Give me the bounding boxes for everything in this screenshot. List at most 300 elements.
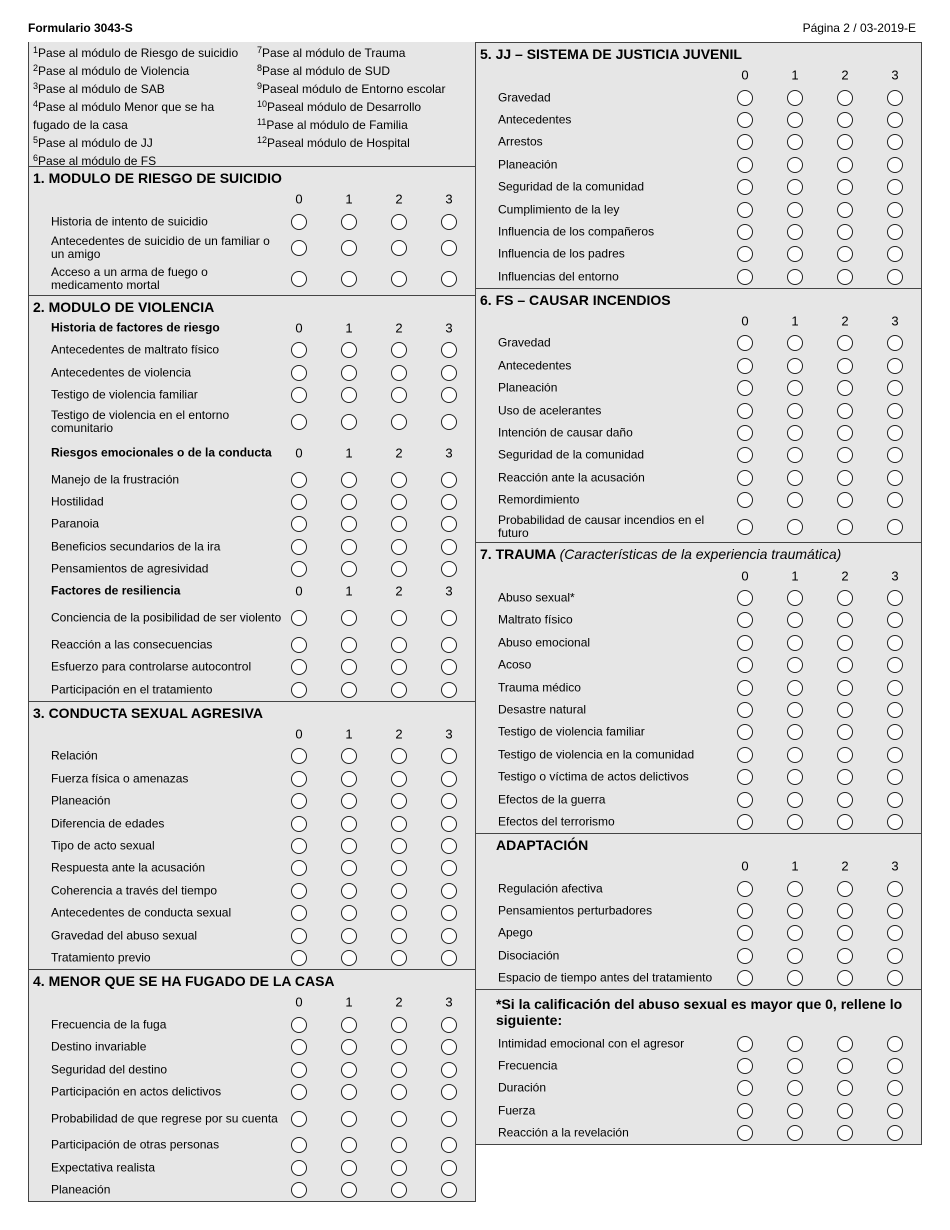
rating-radio-2-regulacion-afectiva[interactable] [837,881,853,897]
rating-radio-1-participacion-de-otras-personas[interactable] [341,1137,357,1153]
rating-radio-2-gravedad-del-abuso-sexual[interactable] [391,928,407,944]
rating-radio-2-manejo-de-la-frustracion[interactable] [391,472,407,488]
rating-radio-0-antecedentes[interactable] [737,112,753,128]
rating-radio-2-abuso-sexual[interactable] [837,590,853,606]
rating-radio-1-expectativa-realista[interactable] [341,1160,357,1176]
rating-radio-3-acoso[interactable] [887,657,903,673]
rating-radio-0-espacio-de-tiempo-antes-del-tratamiento[interactable] [737,970,753,986]
rating-radio-1-disociacion[interactable] [787,948,803,964]
rating-radio-2-maltrato-fisico[interactable] [837,612,853,628]
rating-radio-2-testigo-de-violencia-en-el-entorno-comun[interactable] [391,414,407,430]
rating-radio-3-reaccion-a-las-consecuencias[interactable] [441,637,457,653]
rating-radio-2-antecedentes-de-maltrato-fisico[interactable] [391,342,407,358]
rating-radio-2-fuerza-fisica-o-amenazas[interactable] [391,771,407,787]
rating-radio-3-reaccion-a-la-revelacion[interactable] [887,1125,903,1141]
rating-radio-2-esfuerzo-para-controlarse-autocontrol[interactable] [391,659,407,675]
rating-radio-3-planeacion[interactable] [441,1182,457,1198]
rating-radio-2-conciencia-de-la-posibilidad-de-ser-viol[interactable] [391,610,407,626]
rating-radio-3-efectos-del-terrorismo[interactable] [887,814,903,830]
rating-radio-0-testigo-de-violencia-en-el-entorno-comun[interactable] [291,414,307,430]
rating-radio-2-influencia-de-los-padres[interactable] [837,246,853,262]
rating-radio-0-testigo-de-violencia-familiar[interactable] [737,724,753,740]
rating-radio-2-beneficios-secundarios-de-la-ira[interactable] [391,539,407,555]
rating-radio-0-expectativa-realista[interactable] [291,1160,307,1176]
section-title-text: 7. TRAUMA [480,546,556,563]
rating-scale-header [29,437,475,468]
rating-radio-2-planeacion[interactable] [837,380,853,396]
rating-radio-0-abuso-sexual[interactable] [737,590,753,606]
rating-radio-1-seguridad-de-la-comunidad[interactable] [787,179,803,195]
rating-radio-0-reaccion-a-las-consecuencias[interactable] [291,637,307,653]
rating-radio-3-historia-de-intento-de-suicidio[interactable] [441,214,457,230]
rating-radio-3-antecedentes-de-conducta-sexual[interactable] [441,905,457,921]
rating-radio-3-seguridad-del-destino[interactable] [441,1062,457,1078]
rating-radio-3-hostilidad[interactable] [441,494,457,510]
rating-radio-1-testigo-de-violencia-familiar[interactable] [341,387,357,403]
rating-radio-2-paranoia[interactable] [391,516,407,532]
rating-radio-3-influencia-de-los-companeros[interactable] [887,224,903,240]
rating-radio-2-antecedentes-de-conducta-sexual[interactable] [391,905,407,921]
rating-radio-2-duracion[interactable] [837,1080,853,1096]
rating-radio-1-efectos-de-la-guerra[interactable] [787,792,803,808]
rating-radio-1-frecuencia-de-la-fuga[interactable] [341,1017,357,1033]
rating-radio-0-acceso-a-un-arma-de-fuego-o-medicamento-[interactable] [291,271,307,287]
rating-radio-2-testigo-de-violencia-familiar[interactable] [391,387,407,403]
rating-radio-3-remordimiento[interactable] [887,492,903,508]
rating-radio-0-destino-invariable[interactable] [291,1039,307,1055]
rating-radio-0-acoso[interactable] [737,657,753,673]
rating-radio-3-participacion-en-actos-delictivos[interactable] [441,1084,457,1100]
rating-radio-0-tratamiento-previo[interactable] [291,950,307,966]
rating-radio-2-seguridad-de-la-comunidad[interactable] [837,179,853,195]
rating-radio-3-coherencia-a-traves-del-tiempo[interactable] [441,883,457,899]
rating-radio-2-trauma-medico[interactable] [837,680,853,696]
rating-radio-3-pensamientos-de-agresividad[interactable] [441,561,457,577]
rating-radio-1-fuerza[interactable] [787,1103,803,1119]
rating-radio-1-gravedad[interactable] [787,90,803,106]
rating-radio-3-antecedentes[interactable] [887,358,903,374]
rating-radio-3-diferencia-de-edades[interactable] [441,816,457,832]
rating-radio-3-probabilidad-de-que-regrese-por-su-cuent[interactable] [441,1111,457,1127]
rating-radio-0-planeacion[interactable] [737,157,753,173]
rating-radio-1-cumplimiento-de-la-ley[interactable] [787,202,803,218]
rating-radio-2-tratamiento-previo[interactable] [391,950,407,966]
rating-radio-0-participacion-en-actos-delictivos[interactable] [291,1084,307,1100]
rating-radio-2-relacion[interactable] [391,748,407,764]
rating-radio-3-tipo-de-acto-sexual[interactable] [441,838,457,854]
rating-radio-3-esfuerzo-para-controlarse-autocontrol[interactable] [441,659,457,675]
rating-radio-1-influencia-de-los-companeros[interactable] [787,224,803,240]
rating-radio-1-destino-invariable[interactable] [341,1039,357,1055]
rating-radio-0-remordimiento[interactable] [737,492,753,508]
rating-radio-3-cumplimiento-de-la-ley[interactable] [887,202,903,218]
rating-radio-0-antecedentes-de-suicidio-de-un-familiar-[interactable] [291,240,307,256]
rating-radio-2-respuesta-ante-la-acusacion[interactable] [391,860,407,876]
rating-radio-2-planeacion[interactable] [391,1182,407,1198]
rating-radio-1-frecuencia[interactable] [787,1058,803,1074]
rating-radio-0-respuesta-ante-la-acusacion[interactable] [291,860,307,876]
rating-radio-2-gravedad[interactable] [837,335,853,351]
rating-radio-0-antecedentes-de-violencia[interactable] [291,365,307,381]
rating-radio-0-frecuencia[interactable] [737,1058,753,1074]
rating-radio-2-planeacion[interactable] [837,157,853,173]
rating-radio-2-efectos-de-la-guerra[interactable] [837,792,853,808]
rating-radio-0-antecedentes-de-maltrato-fisico[interactable] [291,342,307,358]
rating-radio-1-antecedentes-de-suicidio-de-un-familiar-[interactable] [341,240,357,256]
rating-radio-1-influencias-del-entorno[interactable] [787,269,803,285]
rating-radio-2-abuso-emocional[interactable] [837,635,853,651]
rating-radio-3-intimidad-emocional-con-el-agresor[interactable] [887,1036,903,1052]
rating-radio-1-manejo-de-la-frustracion[interactable] [341,472,357,488]
rating-radio-1-relacion[interactable] [341,748,357,764]
rating-radio-0-conciencia-de-la-posibilidad-de-ser-viol[interactable] [291,610,307,626]
rating-radio-1-antecedentes-de-violencia[interactable] [341,365,357,381]
rating-radio-2-reaccion-ante-la-acusacion[interactable] [837,470,853,486]
rating-radio-1-efectos-del-terrorismo[interactable] [787,814,803,830]
rating-radio-2-apego[interactable] [837,925,853,941]
rating-radio-0-intencion-de-causar-dano[interactable] [737,425,753,441]
rating-radio-0-participacion-en-el-tratamiento[interactable] [291,682,307,698]
rating-radio-2-participacion-en-actos-delictivos[interactable] [391,1084,407,1100]
rating-radio-3-trauma-medico[interactable] [887,680,903,696]
rating-radio-0-abuso-emocional[interactable] [737,635,753,651]
rating-radio-2-intimidad-emocional-con-el-agresor[interactable] [837,1036,853,1052]
rating-radio-3-tratamiento-previo[interactable] [441,950,457,966]
rating-radio-2-probabilidad-de-causar-incendios-en-el-f[interactable] [837,519,853,535]
rating-radio-2-acoso[interactable] [837,657,853,673]
rating-radio-2-pensamientos-perturbadores[interactable] [837,903,853,919]
rating-radio-1-probabilidad-de-que-regrese-por-su-cuent[interactable] [341,1111,357,1127]
rating-radio-2-uso-de-acelerantes[interactable] [837,403,853,419]
rating-radio-1-planeacion[interactable] [341,1182,357,1198]
rating-radio-3-relacion[interactable] [441,748,457,764]
rating-radio-0-disociacion[interactable] [737,948,753,964]
rating-radio-2-hostilidad[interactable] [391,494,407,510]
rating-radio-3-frecuencia[interactable] [887,1058,903,1074]
rating-radio-1-intimidad-emocional-con-el-agresor[interactable] [787,1036,803,1052]
rating-radio-3-gravedad[interactable] [887,90,903,106]
rating-radio-2-antecedentes[interactable] [837,358,853,374]
rating-radio-0-pensamientos-de-agresividad[interactable] [291,561,307,577]
rating-radio-2-participacion-de-otras-personas[interactable] [391,1137,407,1153]
rating-radio-1-probabilidad-de-causar-incendios-en-el-f[interactable] [787,519,803,535]
rating-radio-3-probabilidad-de-causar-incendios-en-el-f[interactable] [887,519,903,535]
rating-radio-0-reaccion-ante-la-acusacion[interactable] [737,470,753,486]
rating-radio-0-testigo-o-victima-de-actos-delictivos[interactable] [737,769,753,785]
rating-radio-0-planeacion[interactable] [291,1182,307,1198]
rating-radio-3-fuerza[interactable] [887,1103,903,1119]
rating-radio-2-remordimiento[interactable] [837,492,853,508]
rating-radio-1-planeacion[interactable] [787,380,803,396]
rating-radio-0-probabilidad-de-que-regrese-por-su-cuent[interactable] [291,1111,307,1127]
rating-radio-2-reaccion-a-la-revelacion[interactable] [837,1125,853,1141]
rating-radio-1-testigo-o-victima-de-actos-delictivos[interactable] [787,769,803,785]
rating-radio-3-desastre-natural[interactable] [887,702,903,718]
rating-radio-0-planeacion[interactable] [737,380,753,396]
rating-radio-0-reaccion-a-la-revelacion[interactable] [737,1125,753,1141]
rating-radio-2-antecedentes-de-suicidio-de-un-familiar-[interactable] [391,240,407,256]
section-title [476,42,921,64]
rating-radio-0-participacion-de-otras-personas[interactable] [291,1137,307,1153]
rating-radio-0-regulacion-afectiva[interactable] [737,881,753,897]
rating-radio-0-gravedad[interactable] [737,335,753,351]
rating-radio-1-antecedentes[interactable] [787,112,803,128]
rating-radio-3-paranoia[interactable] [441,516,457,532]
rating-radio-1-antecedentes[interactable] [787,358,803,374]
rating-radio-0-fuerza-fisica-o-amenazas[interactable] [291,771,307,787]
rating-radio-2-gravedad[interactable] [837,90,853,106]
rating-radio-0-seguridad-de-la-comunidad[interactable] [737,179,753,195]
rating-radio-1-arrestos[interactable] [787,134,803,150]
rating-radio-0-trauma-medico[interactable] [737,680,753,696]
rating-radio-2-intencion-de-causar-dano[interactable] [837,425,853,441]
rating-radio-3-espacio-de-tiempo-antes-del-tratamiento[interactable] [887,970,903,986]
rating-radio-3-uso-de-acelerantes[interactable] [887,403,903,419]
rating-radio-3-regulacion-afectiva[interactable] [887,881,903,897]
rating-radio-0-esfuerzo-para-controlarse-autocontrol[interactable] [291,659,307,675]
rating-radio-1-hostilidad[interactable] [341,494,357,510]
rating-radio-3-intencion-de-causar-dano[interactable] [887,425,903,441]
rating-radio-1-testigo-de-violencia-en-la-comunidad[interactable] [787,747,803,763]
rating-radio-2-seguridad-de-la-comunidad[interactable] [837,447,853,463]
rating-radio-2-fuerza[interactable] [837,1103,853,1119]
rating-radio-0-gravedad-del-abuso-sexual[interactable] [291,928,307,944]
rating-radio-1-respuesta-ante-la-acusacion[interactable] [341,860,357,876]
rating-radio-3-testigo-de-violencia-en-la-comunidad[interactable] [887,747,903,763]
rating-radio-2-antecedentes-de-violencia[interactable] [391,365,407,381]
rating-radio-1-remordimiento[interactable] [787,492,803,508]
rating-radio-0-uso-de-acelerantes[interactable] [737,403,753,419]
rating-radio-3-abuso-emocional[interactable] [887,635,903,651]
rating-radio-1-desastre-natural[interactable] [787,702,803,718]
rating-radio-1-pensamientos-de-agresividad[interactable] [341,561,357,577]
rating-radio-3-reaccion-ante-la-acusacion[interactable] [887,470,903,486]
rating-radio-0-fuerza[interactable] [737,1103,753,1119]
rating-row [29,384,475,406]
rating-radio-3-planeacion[interactable] [441,793,457,809]
rating-radio-1-historia-de-intento-de-suicidio[interactable] [341,214,357,230]
rating-radio-3-pensamientos-perturbadores[interactable] [887,903,903,919]
rating-radio-2-testigo-de-violencia-familiar[interactable] [837,724,853,740]
rating-row [29,1179,475,1201]
rating-radio-1-planeacion[interactable] [787,157,803,173]
rating-radio-3-testigo-o-victima-de-actos-delictivos[interactable] [887,769,903,785]
rating-radio-3-fuerza-fisica-o-amenazas[interactable] [441,771,457,787]
rating-radio-2-cumplimiento-de-la-ley[interactable] [837,202,853,218]
rating-radio-1-intencion-de-causar-dano[interactable] [787,425,803,441]
rating-radio-1-testigo-de-violencia-en-el-entorno-comun[interactable] [341,414,357,430]
rating-radio-0-efectos-del-terrorismo[interactable] [737,814,753,830]
rating-radio-2-participacion-en-el-tratamiento[interactable] [391,682,407,698]
rating-radio-3-testigo-de-violencia-en-el-entorno-comun[interactable] [441,414,457,430]
rating-radio-2-historia-de-intento-de-suicidio[interactable] [391,214,407,230]
rating-radio-2-tipo-de-acto-sexual[interactable] [391,838,407,854]
rating-radio-1-reaccion-ante-la-acusacion[interactable] [787,470,803,486]
rating-radio-1-influencia-de-los-padres[interactable] [787,246,803,262]
rating-radio-3-destino-invariable[interactable] [441,1039,457,1055]
rating-radio-0-hostilidad[interactable] [291,494,307,510]
rating-radio-1-gravedad-del-abuso-sexual[interactable] [341,928,357,944]
rating-radio-0-influencia-de-los-companeros[interactable] [737,224,753,240]
rating-radio-3-planeacion[interactable] [887,380,903,396]
rating-radio-3-maltrato-fisico[interactable] [887,612,903,628]
legend-item-text: Pase al módulo de Violencia [38,64,190,78]
rating-radio-1-trauma-medico[interactable] [787,680,803,696]
rating-radio-3-conciencia-de-la-posibilidad-de-ser-viol[interactable] [441,610,457,626]
rating-radio-0-historia-de-intento-de-suicidio[interactable] [291,214,307,230]
rating-radio-0-cumplimiento-de-la-ley[interactable] [737,202,753,218]
rating-radio-0-paranoia[interactable] [291,516,307,532]
rating-radio-3-gravedad-del-abuso-sexual[interactable] [441,928,457,944]
rating-radio-1-tratamiento-previo[interactable] [341,950,357,966]
rating-radio-3-participacion-de-otras-personas[interactable] [441,1137,457,1153]
rating-radio-3-acceso-a-un-arma-de-fuego-o-medicamento-[interactable] [441,271,457,287]
rating-radio-0-testigo-de-violencia-en-la-comunidad[interactable] [737,747,753,763]
rating-radio-0-seguridad-del-destino[interactable] [291,1062,307,1078]
rating-radio-2-testigo-de-violencia-en-la-comunidad[interactable] [837,747,853,763]
rating-radio-0-antecedentes-de-conducta-sexual[interactable] [291,905,307,921]
rating-radio-2-testigo-o-victima-de-actos-delictivos[interactable] [837,769,853,785]
rating-radio-0-antecedentes[interactable] [737,358,753,374]
rating-radio-1-abuso-sexual[interactable] [787,590,803,606]
rating-radio-2-seguridad-del-destino[interactable] [391,1062,407,1078]
rating-radio-3-frecuencia-de-la-fuga[interactable] [441,1017,457,1033]
rating-radio-0-gravedad[interactable] [737,90,753,106]
rating-radio-2-planeacion[interactable] [391,793,407,809]
rating-radio-3-antecedentes[interactable] [887,112,903,128]
rating-radio-3-disociacion[interactable] [887,948,903,964]
rating-radio-1-participacion-en-actos-delictivos[interactable] [341,1084,357,1100]
rating-radio-3-respuesta-ante-la-acusacion[interactable] [441,860,457,876]
rating-radio-0-planeacion[interactable] [291,793,307,809]
rating-radio-3-antecedentes-de-violencia[interactable] [441,365,457,381]
rating-radio-1-regulacion-afectiva[interactable] [787,881,803,897]
rating-radio-3-apego[interactable] [887,925,903,941]
rating-radio-1-coherencia-a-traves-del-tiempo[interactable] [341,883,357,899]
rating-radio-2-probabilidad-de-que-regrese-por-su-cuent[interactable] [391,1111,407,1127]
rating-radio-0-beneficios-secundarios-de-la-ira[interactable] [291,539,307,555]
rating-radio-0-apego[interactable] [737,925,753,941]
rating-radio-3-duracion[interactable] [887,1080,903,1096]
rating-radio-0-influencia-de-los-padres[interactable] [737,246,753,262]
rating-radio-3-beneficios-secundarios-de-la-ira[interactable] [441,539,457,555]
rating-radio-3-planeacion[interactable] [887,157,903,173]
item-label: Tipo de acto sexual [51,838,155,853]
rating-radio-0-influencias-del-entorno[interactable] [737,269,753,285]
rating-radio-2-pensamientos-de-agresividad[interactable] [391,561,407,577]
rating-radio-1-duracion[interactable] [787,1080,803,1096]
rating-radio-3-arrestos[interactable] [887,134,903,150]
rating-radio-1-acoso[interactable] [787,657,803,673]
rating-radio-0-diferencia-de-edades[interactable] [291,816,307,832]
rating-radio-1-espacio-de-tiempo-antes-del-tratamiento[interactable] [787,970,803,986]
rating-radio-0-duracion[interactable] [737,1080,753,1096]
rating-radio-2-frecuencia-de-la-fuga[interactable] [391,1017,407,1033]
rating-radio-2-desastre-natural[interactable] [837,702,853,718]
rating-radio-2-coherencia-a-traves-del-tiempo[interactable] [391,883,407,899]
rating-radio-1-abuso-emocional[interactable] [787,635,803,651]
rating-scale-header [29,317,475,339]
rating-radio-2-arrestos[interactable] [837,134,853,150]
rating-radio-1-pensamientos-perturbadores[interactable] [787,903,803,919]
rating-radio-1-antecedentes-de-maltrato-fisico[interactable] [341,342,357,358]
rating-radio-3-testigo-de-violencia-familiar[interactable] [887,724,903,740]
rating-radio-2-antecedentes[interactable] [837,112,853,128]
rating-radio-3-expectativa-realista[interactable] [441,1160,457,1176]
rating-radio-3-manejo-de-la-frustracion[interactable] [441,472,457,488]
rating-radio-0-probabilidad-de-causar-incendios-en-el-f[interactable] [737,519,753,535]
rating-radio-1-seguridad-del-destino[interactable] [341,1062,357,1078]
rating-radio-2-efectos-del-terrorismo[interactable] [837,814,853,830]
rating-radio-1-beneficios-secundarios-de-la-ira[interactable] [341,539,357,555]
rating-radio-2-influencias-del-entorno[interactable] [837,269,853,285]
rating-radio-1-esfuerzo-para-controlarse-autocontrol[interactable] [341,659,357,675]
rating-radio-3-efectos-de-la-guerra[interactable] [887,792,903,808]
rating-radio-1-conciencia-de-la-posibilidad-de-ser-viol[interactable] [341,610,357,626]
rating-radio-1-seguridad-de-la-comunidad[interactable] [787,447,803,463]
rating-radio-1-fuerza-fisica-o-amenazas[interactable] [341,771,357,787]
rating-radio-0-relacion[interactable] [291,748,307,764]
rating-radio-1-tipo-de-acto-sexual[interactable] [341,838,357,854]
rating-radio-3-influencia-de-los-padres[interactable] [887,246,903,262]
rating-radio-2-influencia-de-los-companeros[interactable] [837,224,853,240]
rating-radio-1-paranoia[interactable] [341,516,357,532]
rating-radio-1-reaccion-a-la-revelacion[interactable] [787,1125,803,1141]
rating-radio-0-pensamientos-perturbadores[interactable] [737,903,753,919]
rating-radio-2-frecuencia[interactable] [837,1058,853,1074]
rating-radio-3-influencias-del-entorno[interactable] [887,269,903,285]
rating-radio-0-efectos-de-la-guerra[interactable] [737,792,753,808]
rating-radio-0-manejo-de-la-frustracion[interactable] [291,472,307,488]
rating-radio-3-seguridad-de-la-comunidad[interactable] [887,447,903,463]
rating-radio-0-intimidad-emocional-con-el-agresor[interactable] [737,1036,753,1052]
rating-radio-0-tipo-de-acto-sexual[interactable] [291,838,307,854]
rating-radio-2-acceso-a-un-arma-de-fuego-o-medicamento-[interactable] [391,271,407,287]
rating-radio-0-seguridad-de-la-comunidad[interactable] [737,447,753,463]
rating-radio-1-acceso-a-un-arma-de-fuego-o-medicamento-[interactable] [341,271,357,287]
rating-radio-3-antecedentes-de-maltrato-fisico[interactable] [441,342,457,358]
rating-radio-3-antecedentes-de-suicidio-de-un-familiar-[interactable] [441,240,457,256]
rating-radio-2-destino-invariable[interactable] [391,1039,407,1055]
rating-radio-0-frecuencia-de-la-fuga[interactable] [291,1017,307,1033]
rating-radio-1-testigo-de-violencia-familiar[interactable] [787,724,803,740]
rating-radio-1-reaccion-a-las-consecuencias[interactable] [341,637,357,653]
rating-radio-1-apego[interactable] [787,925,803,941]
rating-radio-3-gravedad[interactable] [887,335,903,351]
rating-radio-0-maltrato-fisico[interactable] [737,612,753,628]
rating-radio-0-testigo-de-violencia-familiar[interactable] [291,387,307,403]
rating-radio-3-abuso-sexual[interactable] [887,590,903,606]
rating-radio-1-maltrato-fisico[interactable] [787,612,803,628]
rating-radio-1-planeacion[interactable] [341,793,357,809]
rating-radio-2-reaccion-a-las-consecuencias[interactable] [391,637,407,653]
rating-radio-3-seguridad-de-la-comunidad[interactable] [887,179,903,195]
rating-radio-1-participacion-en-el-tratamiento[interactable] [341,682,357,698]
rating-radio-0-desastre-natural[interactable] [737,702,753,718]
rating-radio-3-testigo-de-violencia-familiar[interactable] [441,387,457,403]
rating-radio-2-expectativa-realista[interactable] [391,1160,407,1176]
rating-radio-1-antecedentes-de-conducta-sexual[interactable] [341,905,357,921]
rating-radio-2-diferencia-de-edades[interactable] [391,816,407,832]
rating-radio-0-coherencia-a-traves-del-tiempo[interactable] [291,883,307,899]
rating-radio-1-gravedad[interactable] [787,335,803,351]
rating-radio-1-diferencia-de-edades[interactable] [341,816,357,832]
rating-radio-2-disociacion[interactable] [837,948,853,964]
rating-radio-3-participacion-en-el-tratamiento[interactable] [441,682,457,698]
rating-radio-1-uso-de-acelerantes[interactable] [787,403,803,419]
rating-radio-2-espacio-de-tiempo-antes-del-tratamiento[interactable] [837,970,853,986]
rating-radio-0-arrestos[interactable] [737,134,753,150]
